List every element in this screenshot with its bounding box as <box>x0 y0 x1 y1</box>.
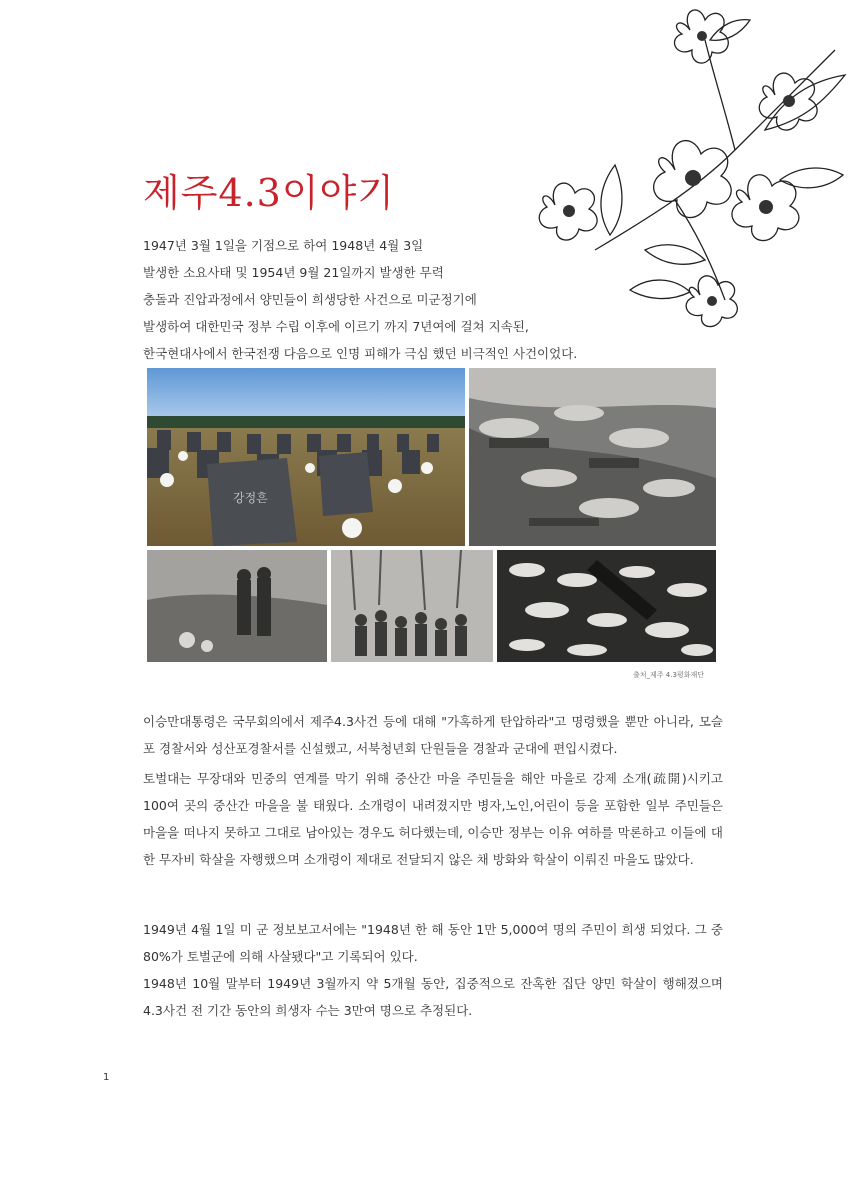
photo-collage <box>147 368 716 662</box>
paragraph-2 <box>143 765 723 873</box>
soldiers-photo <box>147 550 327 662</box>
photo-source-caption: 출처_제주 4.3평화재단 <box>633 671 704 679</box>
paragraph-text: 1948년 10월 말부터 1949년 3월까지 약 5개월 동안, 집중적으로 잔혹한 집단 양민 학살이 행해졌으며 4.3사건 전 기간 동안의 희생자 수는 3만여 명으로 추정된다. <box>143 976 723 1018</box>
crowd-photo <box>331 550 493 662</box>
cemetery-photo <box>147 368 465 546</box>
intro-line: 발생한 소요사태 및 1954년 9월 21일까지 발생한 무력 <box>143 265 444 280</box>
intro-line: 한국현대사에서 한국전쟁 다음으로 인명 피해가 극심 했던 비극적인 사건이었다. <box>143 346 578 361</box>
page-title: 제주4.3이야기 <box>143 171 395 215</box>
massacre-photo-2 <box>497 550 716 662</box>
intro-line: 발생하여 대한민국 정부 수립 이후에 이르기 까지 7년여에 걸쳐 지속된, <box>143 319 529 334</box>
paragraph-text: 이승만대통령은 국무회의에서 제주4.3사건 등에 대해 "가혹하게 탄압하라"고 명령했을 뿐만 아니라, 모슬포 경찰서와 성산포경찰서를 신설했고, 서북청년회 단원들을 경찰과 군대에 편입시켰다. <box>143 714 723 756</box>
intro-line: 충돌과 진압과정에서 양민들이 희생당한 사건으로 미군정기에 <box>143 292 477 307</box>
massacre-photo-1 <box>469 368 716 546</box>
intro-paragraph <box>143 232 643 367</box>
page-number: 1 <box>103 1072 110 1083</box>
paragraph-3 <box>143 916 723 1024</box>
paragraph-1 <box>143 708 723 762</box>
paragraph-text: 토벌대는 무장대와 민중의 연계를 막기 위해 중산간 마을 주민들을 해안 마을로 강제 소개(疏開)시키고 100여 곳의 중산간 마을을 불 태웠다. 소개령이 내려졌지만 병자,노인,어린이 등을 포함한 일부 주민들은 마을을 떠나지 못하고 그대로 남아있는 경우도 허다했는데, 이승만 정부는 이유 여하를 막론하고 이들에 대한 무자비 학살을 자행했으며 소개령이 제대로 전달되지 않은 채 방화와 학살이 이뤄진 마을도 많았다. <box>143 771 723 867</box>
gravestone-name: 강정흔 <box>233 491 268 505</box>
paragraph-text: 1949년 4월 1일 미 군 정보보고서에는 "1948년 한 해 동안 1만 5,000여 명의 주민이 희생 되었다. 그 중 80%가 토벌군에 의해 사살됐다"고 기록되어 있다. <box>143 922 723 964</box>
intro-line: 1947년 3월 1일을 기점으로 하여 1948년 4월 3일 <box>143 238 424 253</box>
